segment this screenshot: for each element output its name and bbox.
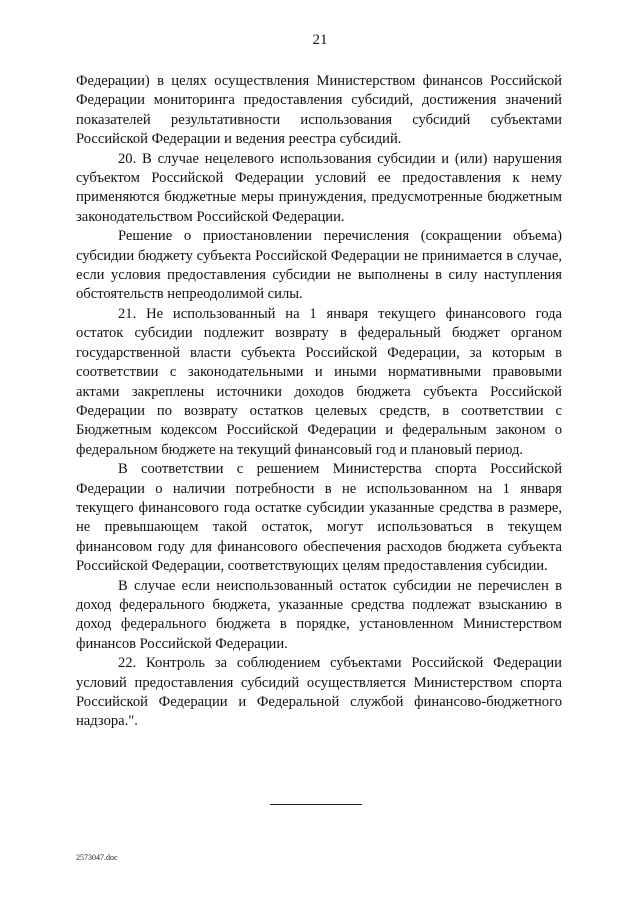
document-file-code: 2573047.doc	[76, 853, 118, 862]
paragraph-item-21: 21. Не использованный на 1 января текущего финансового года остаток субсидии подлежит возврату в федеральный бюджет органом государственной власти субъекта Российской Федерации, за которым в соответствии с законодательными и иными нормативными правовыми актами закреплены источники доходов бюджета субъекта Российской Федерации по возврату остатков целевых средств, в соответствии с Бюджетным кодексом Российской Федерации и федеральным законом о федеральном бюджете на текущий финансовый год и плановый период.	[76, 305, 562, 458]
paragraph-suspension-decision: Решение о приостановлении перечисления (сокращении объема) субсидии бюджету субъекта Российской Федерации не принимается в случае, если условия предоставления субсидии не выполнены в силу наступления обстоятельств непреодолимой силы.	[76, 228, 562, 303]
paragraph-continuation: Федерации) в целях осуществления Министерством финансов Российской Федерации мониторинга предоставления субсидий, достижения значений показателей результативности использования субсидий субъектами Российской Федерации и ведения реестра субсидий.	[76, 73, 562, 148]
paragraph-recovery: В случае если неиспользованный остаток субсидии не перечислен в доход федерального бюджета, указанные средства подлежат взысканию в доход федерального бюджета в порядке, установленном Министерством финансов Российской Федерации.	[76, 577, 562, 652]
paragraph-ministry-decision: В соответствии с решением Министерства спорта Российской Федерации о наличии потребности в не использованном на 1 января текущего финансового года остатке субсидии указанные средства в размере, не превышающем такой остаток, могут использоваться в текущем финансовом году для финансового обеспечения расходов бюджета субъекта Российской Федерации, соответствующих целям предоставления субсидии.	[76, 461, 562, 575]
document-body	[76, 72, 562, 732]
page-number: 21	[312, 32, 328, 48]
paragraph-item-22: 22. Контроль за соблюдением субъектами Российской Федерации условий предоставления субсидий осуществляется Министерством спорта Российской Федерации и Федеральной службой финансово-бюджетного надзора.".	[76, 655, 562, 730]
paragraph-item-20: 20. В случае нецелевого использования субсидии и (или) нарушения субъектом Российской Федерации условий ее предоставления к нему применяются бюджетные меры принуждения, предусмотренные бюджетным законодательством Российской Федерации.	[76, 150, 562, 225]
end-separator-line	[270, 804, 362, 805]
